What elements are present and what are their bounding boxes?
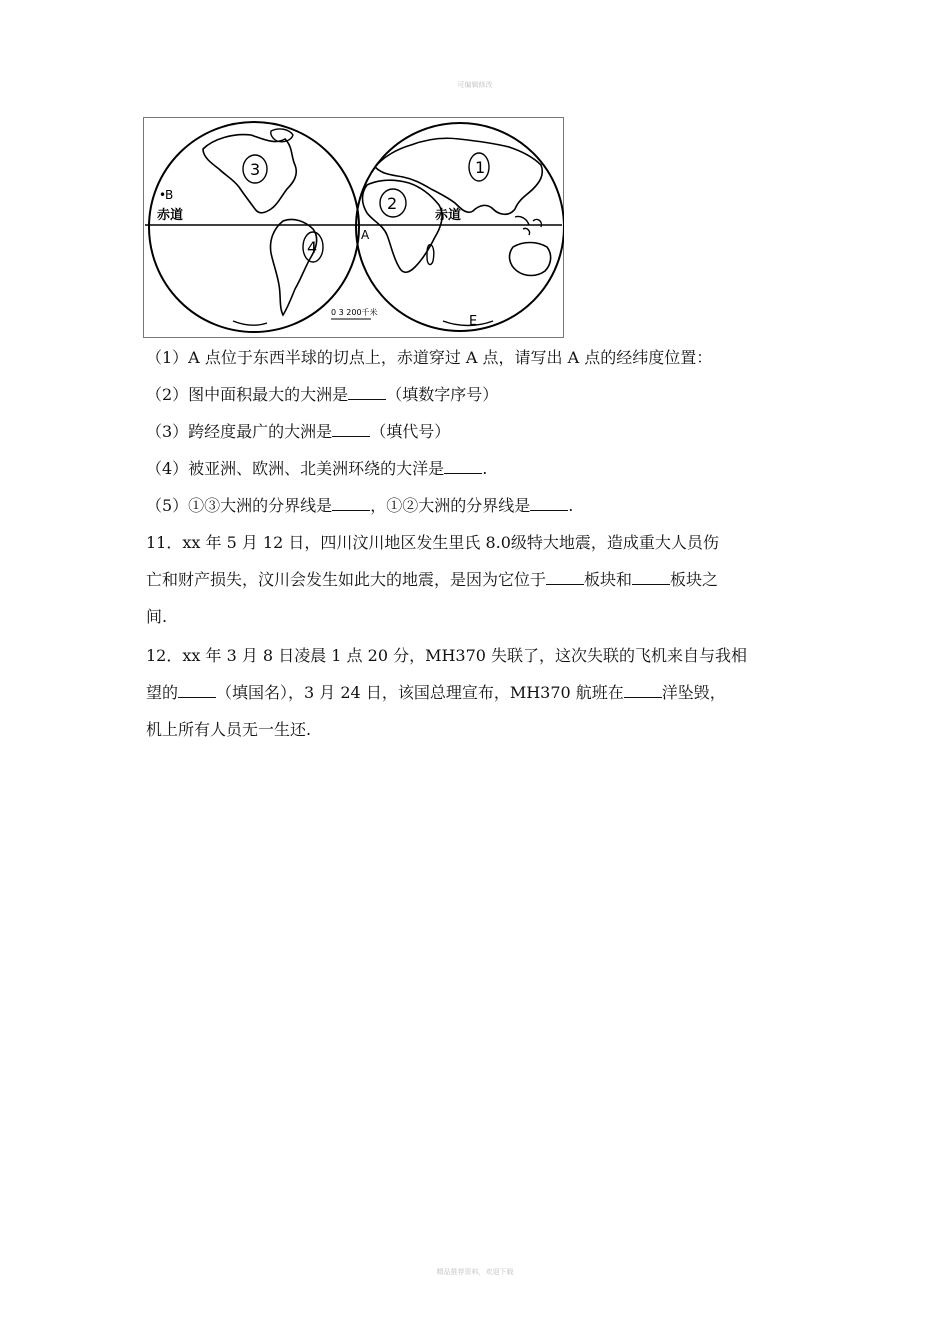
q11-text-1: 11．xx 年 5 月 12 日，四川汶川地区发生里氏 8.0级特大地震，造成重大人员伤	[146, 533, 719, 552]
q11-line3	[146, 607, 167, 627]
q11-text-3: 间.	[146, 607, 168, 626]
map-frame	[144, 118, 564, 338]
answer-blank[interactable]	[632, 570, 670, 585]
q10-2-text-a: （2）图中面积最大的大洲是	[146, 385, 349, 404]
answer-blank[interactable]	[332, 496, 370, 511]
q12-line1	[146, 646, 747, 666]
point-a-label: A	[361, 228, 370, 242]
q10-part3	[146, 422, 450, 442]
answer-blank[interactable]	[530, 496, 568, 511]
q10-part5	[146, 496, 573, 516]
q12-text-3: 机上所有人员无一生还.	[146, 720, 312, 739]
q12-text-2b: （填国名），3 月 24 日，该国总理宣布，MH370 航班在	[216, 683, 624, 702]
q11-text-2a: 亡和财产损失，汶川会发生如此大的地震，是因为它位于	[146, 570, 547, 589]
q12-line2	[146, 683, 726, 703]
header-watermark: 可编辑修改	[457, 81, 493, 89]
q12-text-2c: 洋坠毁，	[661, 683, 726, 702]
q10-5-text-b: ，①②大洲的分界线是	[370, 496, 531, 515]
equator-label-east: 赤道	[435, 208, 462, 223]
answer-blank[interactable]	[348, 385, 386, 400]
q11-line1	[146, 533, 719, 553]
q12-line3	[146, 720, 311, 740]
q12-text-1: 12．xx 年 3 月 8 日凌晨 1 点 20 分，MH370 失联了，这次失联的飞机来自与我相	[146, 646, 748, 665]
q11-text-2b: 板块和	[584, 570, 633, 589]
q11-line2	[146, 570, 718, 590]
region-1-label: 1	[475, 158, 486, 177]
answer-blank[interactable]	[178, 683, 216, 698]
answer-blank[interactable]	[332, 422, 370, 437]
region-4-label: 4	[307, 238, 318, 257]
q10-3-text-b: （填代号）	[370, 422, 451, 441]
q11-text-2c: 板块之	[670, 570, 719, 589]
answer-blank[interactable]	[546, 570, 584, 585]
equator-label-west: 赤道	[157, 208, 184, 223]
q10-1-text: （1）A 点位于东西半球的切点上，赤道穿过 A 点，请写出 A 点的经纬度位置：	[146, 348, 713, 367]
q10-4-text-b: .	[482, 459, 488, 478]
point-b-marker: •	[159, 188, 167, 202]
q10-4-text-a: （4）被亚洲、欧洲、北美洲环绕的大洋是	[146, 459, 445, 478]
q10-5-text-c: .	[568, 496, 574, 515]
footer-watermark: 精品推荐资料，欢迎下载	[436, 1268, 514, 1276]
point-e-label: E	[469, 314, 478, 329]
region-2-label: 2	[387, 194, 398, 213]
q10-part4	[146, 459, 487, 479]
answer-blank[interactable]	[624, 683, 662, 698]
point-b-label: B	[165, 188, 174, 202]
hemisphere-map	[143, 117, 564, 338]
q10-5-text-a: （5）①③大洲的分界线是	[146, 496, 333, 515]
q12-text-2a: 望的	[146, 683, 179, 702]
answer-blank[interactable]	[444, 459, 482, 474]
region-3-label: 3	[250, 160, 261, 179]
q10-3-text-a: （3）跨经度最广的大洲是	[146, 422, 333, 441]
scale-label: 0 3 200千米	[331, 308, 378, 317]
q10-2-text-b: （填数字序号）	[386, 385, 499, 404]
q10-part1	[146, 348, 712, 368]
q10-part2	[146, 385, 498, 405]
